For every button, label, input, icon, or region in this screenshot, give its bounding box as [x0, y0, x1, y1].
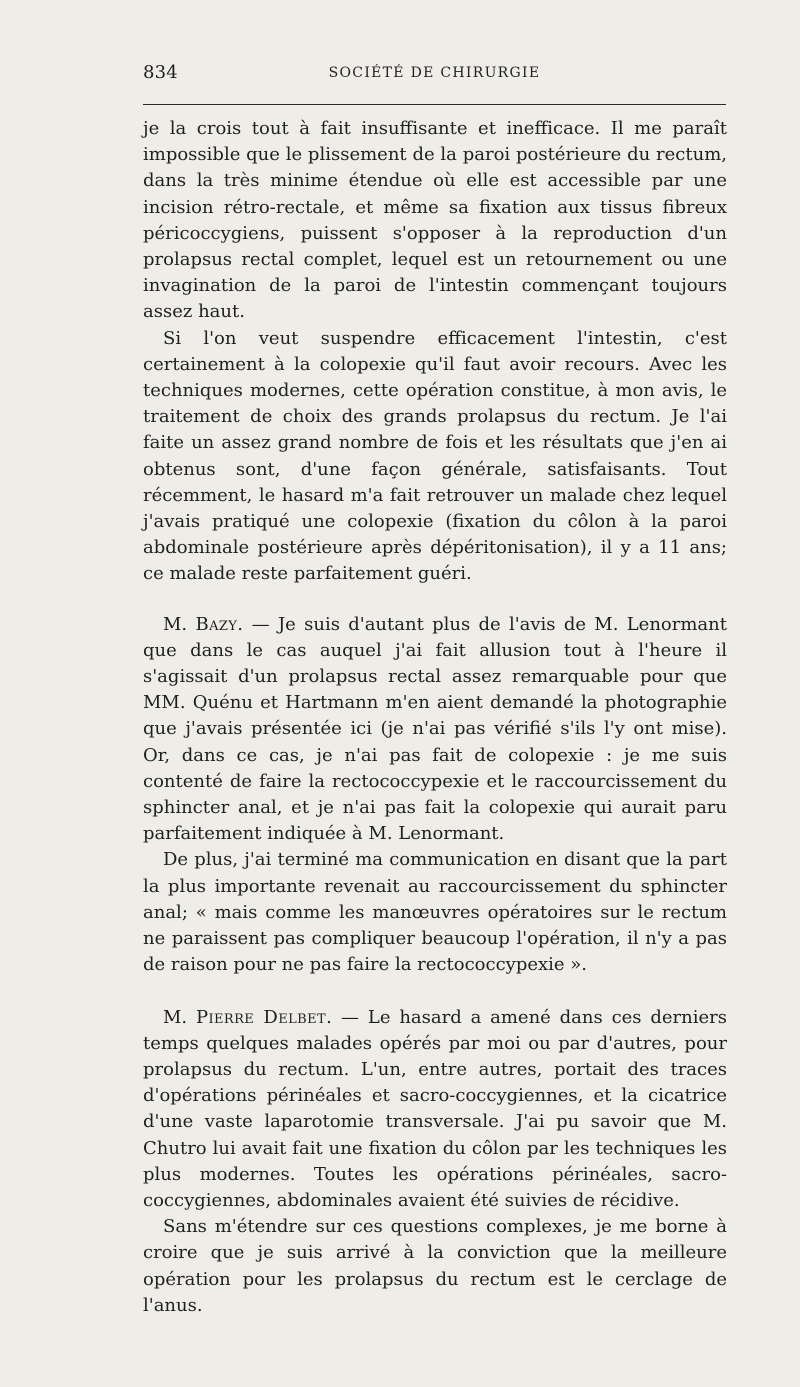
paragraph-de-plus: De plus, j'ai terminé ma communication en disant que la part la plus importante revenait au raccourcissement du sphincter anal; « mais comme les manœuvres opératoires sur le rectum ne paraissent pas compliquer beaucoup l'opération, il n'y a pas de raison pour ne pas faire la rectococcypexie ».: [143, 849, 727, 976]
speaker-name: Bazy.: [195, 613, 244, 635]
paragraph-text: — Je suis d'autant plus de l'avis de M. Lenormant que dans le cas auquel j'ai fait allusion tout à l'heure il s'agissait d'un prolapsus rectal assez remarquable pour que MM. Quénu et Hartmann m'en aient demandé la photographie que j'avais présentée ici (je n'ai pas vérifié s'ils l'y ont mise). Or, dans ce cas, je n'ai pas fait de colopexie : je me suis contenté de faire la rectococcypexie et le raccourcissement du sphincter anal, et je n'ai pas fait la colopexie qui aurait paru parfaitement indiquée à M. Lenormant.: [143, 613, 727, 845]
page-number: 834: [143, 62, 178, 83]
paragraph-bazy: [143, 612, 727, 848]
paragraph-colopexie: Si l'on veut suspendre efficacement l'intestin, c'est certainement à la colopexie qu'il faut avoir recours. Avec les techniques modernes, cette opération constitue, à mon avis, le traitement de choix des grands prolapsus du rectum. Je l'ai faite un assez grand nombre de fois et les résultats que j'en ai obtenus sont, d'une façon générale, satisfaisants. Tout récemment, le hasard m'a fait retrouver un malade chez lequel j'avais pratiqué une colopexie (fixation du côlon à la paroi abdominale postérieure après dépéritonisation), il y a 11 ans; ce malade reste parfaitement guéri.: [143, 327, 727, 585]
header-rule: [143, 104, 726, 105]
paragraph-text: — Le hasard a amené dans ces derniers temps quelques malades opérés par moi ou par d'autres, pour prolapsus du rectum. L'un, entre autres, portait des traces d'opérations périnéales et sacro-coccygiennes, et la cicatrice d'une vaste laparotomie transversale. J'ai pu savoir que M. Chutro lui avait fait une fixation du côlon par les techniques les plus modernes. Toutes les opérations périnéales, sacro-coccygiennes, abdominales avaient été suivies de récidive.: [143, 1006, 727, 1211]
paragraph-delbet: [143, 1005, 727, 1215]
speaker-prefix: M.: [163, 1006, 196, 1028]
speaker-name: Pierre Delbet.: [195, 1006, 333, 1028]
paragraph-continuation: je la crois tout à fait insuffisante et inefficace. Il me paraît impossible que le plissement de la paroi postérieure du rectum, dans la très minime étendue où elle est accessible par une incision rétro-rectale, et même sa fixation aux tissus fibreux péricoccygiens, puissent s'opposer à la reproduction d'un prolapsus rectal complet, lequel est un retournement ou une invagination de la paroi de l'intestin commençant toujours assez haut.: [143, 118, 727, 323]
speaker-prefix: M.: [163, 613, 196, 635]
running-title: SOCIÉTÉ DE CHIRURGIE: [328, 65, 541, 81]
page-header: [143, 62, 726, 86]
body-text: [143, 116, 727, 1319]
paragraph-conclusion: Sans m'étendre sur ces questions complexes, je me borne à croire que je suis arrivé à la conviction que la meilleure opération pour les prolapsus du rectum est le cerclage de l'anus.: [143, 1216, 727, 1316]
